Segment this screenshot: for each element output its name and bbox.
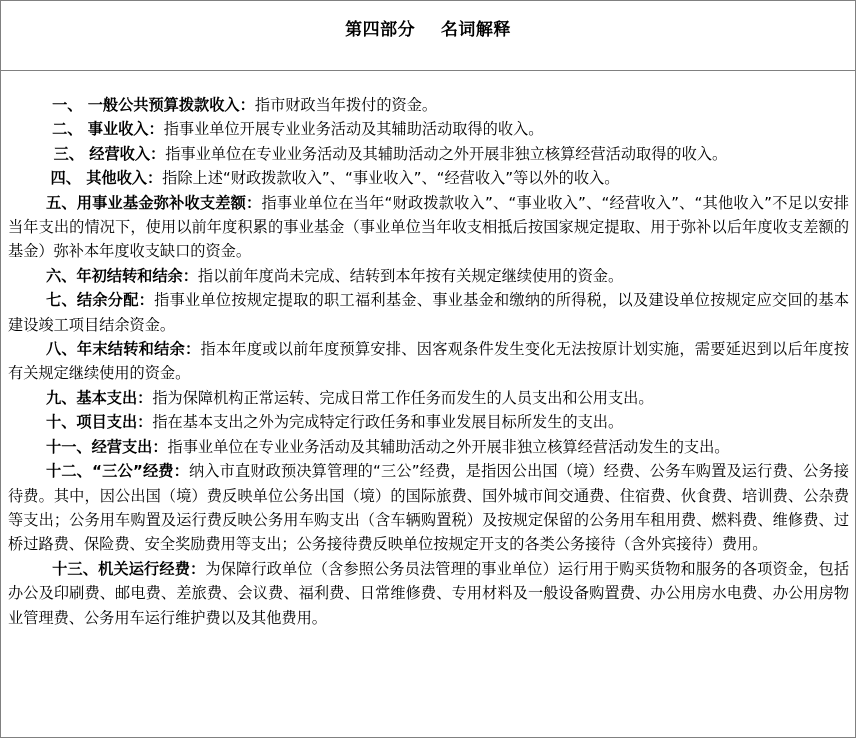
glossary-term: 八、年末结转和结余： — [46, 340, 201, 359]
glossary-definition: 指市财政当年拨付的资金。 — [254, 96, 438, 114]
glossary-entry — [8, 386, 849, 410]
title-row — [1, 1, 855, 71]
glossary-definition: 指事业单位在专业业务活动及其辅助活动之外开展非独立核算经营活动取得的收入。 — [165, 144, 728, 163]
glossary-entry — [8, 117, 849, 141]
glossary-entry — [8, 557, 849, 630]
glossary-definition: 纳入市直财政预决算管理的“三公”经费，是指因公出国（境）经费、公务车购置及运行费、公务接待费。其中，因公出国（境）费反映单位公务出国（境）的国际旅费、国外城市间交通费、住宿费、伙食费、培训费、公杂费等支出；公务用车购置及运行费反映公务用车购支出（含车辆购置税）及按规定保留的公务用车租用费、燃料费、维修费、过桥过路费、保险费、安全奖励费用等支出；公务接待费反映单位按规定开支的各类公务接待（含外宾接待）费用。 — [8, 462, 849, 554]
glossary-entry — [8, 191, 849, 264]
glossary-entry — [8, 166, 849, 190]
glossary-entry — [8, 93, 849, 117]
glossary-definition: 为保障行政单位（含参照公务员法管理的事业单位）运行用于购买货物和服务的各项资金，包括办公及印刷费、邮电费、差旅费、会议费、福利费、日常维修费、专用材料及一般设备购置费、办公用房水电费、办公用房物业管理费、公务用车运行维护费以及其他费用。 — [8, 559, 849, 627]
glossary-entry — [8, 435, 849, 459]
glossary-term: 十一、经营支出： — [46, 437, 168, 456]
glossary-term: 三、 经营收入： — [53, 144, 166, 163]
glossary-term: 十、项目支出： — [46, 413, 153, 432]
glossary-term: 四、 其他收入： — [50, 169, 163, 188]
glossary-definition: 指以前年度尚未完成、结转到本年按有关规定继续使用的资金。 — [197, 266, 624, 285]
glossary-term: 九、基本支出： — [46, 388, 153, 407]
glossary-definition: 指本年度或以前年度预算安排、因客观条件发生变化无法按原计划实施，需要延迟到以后年度按有关规定继续使用的资金。 — [8, 340, 850, 383]
glossary-term: 六、年初结转和结余： — [46, 266, 198, 285]
glossary-body — [8, 93, 849, 630]
glossary-definition: 指为保障机构正常运转、完成日常工作任务而发生的人员支出和公用支出。 — [152, 388, 654, 407]
glossary-definition: 指事业单位开展专业业务活动及其辅助活动取得的收入。 — [163, 120, 544, 139]
glossary-definition: 指在基本支出之外为完成特定行政任务和事业发展目标所发生的支出。 — [152, 413, 624, 432]
glossary-term: 七、结余分配： — [46, 291, 155, 310]
glossary-definition: 指事业单位在当年“财政拨款收入”、“事业收入”、“经营收入”、“其他收入”不足以安排当年支出的情况下，使用以前年度积累的事业基金（事业单位当年收支相抵后按国家规定提取、用于弥补以后年度收支差额的基金）弥补本年度收支缺口的资金。 — [8, 193, 849, 261]
glossary-term: 二、 事业收入： — [52, 120, 164, 139]
glossary-term: 十三、机关运行经费： — [52, 559, 206, 578]
glossary-entry — [8, 264, 849, 288]
glossary-term: 一、 一般公共预算拨款收入： — [52, 96, 255, 114]
page-title: 第四部分 名词解释 — [345, 20, 511, 40]
glossary-term: 十二、“三公”经费： — [46, 462, 189, 481]
glossary-entry — [8, 288, 849, 337]
glossary-definition: 指事业单位按规定提取的职工福利基金、事业基金和缴纳的所得税，以及建设单位按规定应交回的基本建设竣工项目结余资金。 — [8, 291, 850, 334]
glossary-definition: 指事业单位在专业业务活动及其辅助活动之外开展非独立核算经营活动发生的支出。 — [167, 437, 730, 456]
glossary-entry — [8, 410, 849, 434]
glossary-term: 五、用事业基金弥补收支差额： — [46, 193, 262, 212]
glossary-entry — [8, 142, 849, 166]
glossary-definition: 指除上述“财政拨款收入”、“事业收入”、“经营收入”等以外的收入。 — [162, 169, 620, 188]
glossary-entry — [8, 459, 849, 557]
glossary-entry — [8, 337, 849, 386]
